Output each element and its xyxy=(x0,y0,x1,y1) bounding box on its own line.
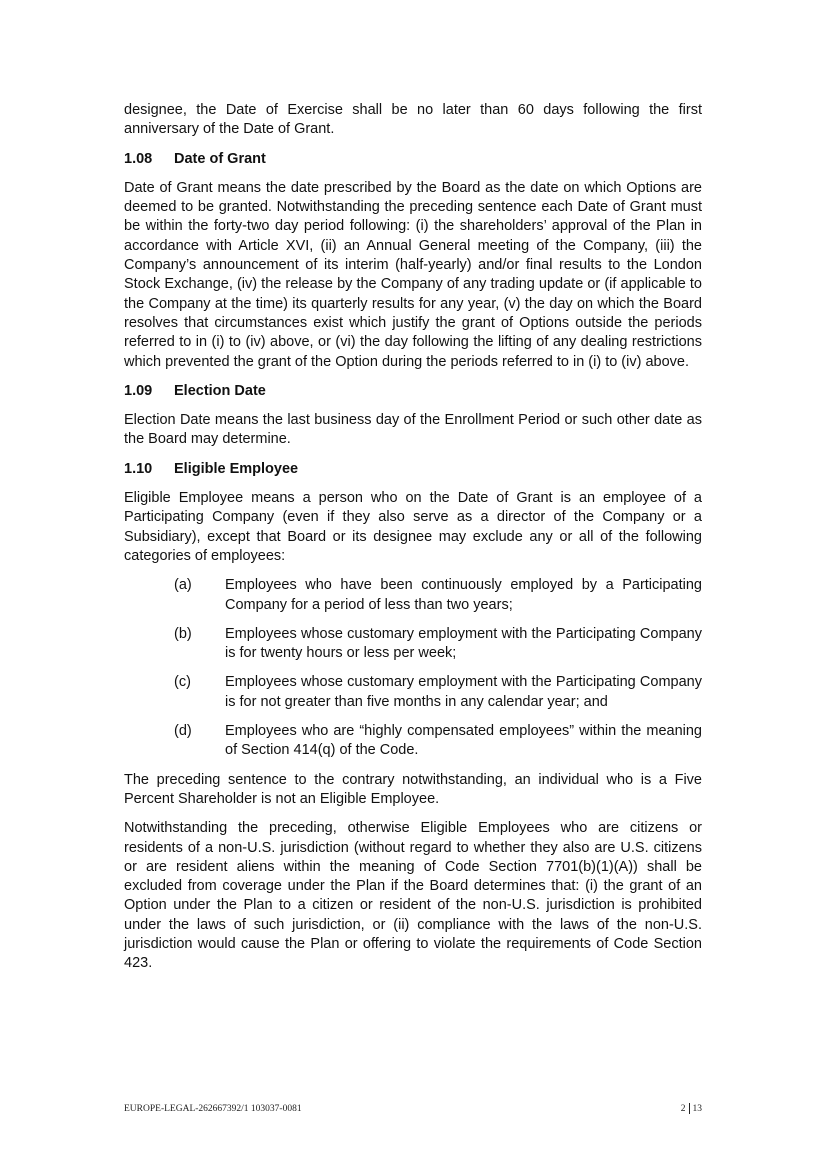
intro-paragraph: designee, the Date of Exercise shall be no later than 60 days following the first anniversary of the Date of Grant. xyxy=(124,102,702,138)
document-reference: EUROPE-LEGAL-262667392/1 103037-0081 xyxy=(124,1103,302,1114)
list-item xyxy=(174,576,702,615)
document-body xyxy=(124,101,702,974)
section-number: 1.10 xyxy=(124,460,153,477)
section-paragraph-election-date: Election Date means the last business day of the Enrollment Period or such other date as the Board may determine. xyxy=(124,412,702,448)
section-title: Election Date xyxy=(174,382,266,399)
section-paragraph-date-of-grant: Date of Grant means the date prescribed by the Board as the date on which Options are deemed to be granted. Notwithstanding the preceding sentence each Date of Grant must be within the forty-two day period following: (i) the shareholders’ approval of the Plan in accordance with Article XVI, (ii) an Annual General meeting of the Company, (iii) the Company’s announcement of its interim (half-yearly) and/or final results to the London Stock Exchange, (iv) the release by the Company of any trading update or (if applicable to the Company at the time) its quarterly results for any year, (v) the day on which the Board resolves that circumstances exist which justify the grant of Options outside the periods referred to in (i) to (iv) above, or (vi) the day following the lifting of any dealing restrictions which prevented the grant of the Option during the periods referred to in (i) to (iv) above. xyxy=(124,179,702,370)
section-heading-eligible-employee xyxy=(124,460,702,479)
list-item-label: (a) xyxy=(174,577,192,594)
page-current: 2 xyxy=(680,1103,686,1114)
closing-paragraph-five-percent: The preceding sentence to the contrary notwithstanding, an individual who is a Five Percent Shareholder is not an Eligible Employee. xyxy=(124,771,702,807)
page-number xyxy=(681,1103,702,1114)
list-item xyxy=(174,673,702,712)
section-number: 1.09 xyxy=(124,382,153,399)
list-item-text: Employees who have been continuously employed by a Participating Company for a period of less than two years; xyxy=(225,577,702,613)
list-item-label: (c) xyxy=(174,674,191,691)
page-footer xyxy=(124,1103,702,1114)
section-number: 1.08 xyxy=(124,150,153,167)
list-item xyxy=(174,722,702,761)
page-total: 13 xyxy=(692,1103,702,1114)
section-title: Date of Grant xyxy=(174,150,266,167)
exclusion-list xyxy=(124,576,702,760)
page-number-divider xyxy=(689,1103,690,1114)
section-paragraph-eligible-employee: Eligible Employee means a person who on the Date of Grant is an employee of a Participating Company (even if they also serve as a director of the Company or a Subsidiary), except that Board or its designee may exclude any or all of the following categories of employees: xyxy=(124,490,702,564)
list-item-label: (d) xyxy=(174,723,192,740)
section-title: Eligible Employee xyxy=(174,460,299,477)
list-item-text: Employees who are “highly compensated employees” within the meaning of Section 414(q) of the Code. xyxy=(225,723,702,759)
section-heading-date-of-grant xyxy=(124,150,702,169)
closing-paragraph-non-us: Notwithstanding the preceding, otherwise Eligible Employees who are citizens or residents of a non-U.S. jurisdiction (without regard to whether they also are U.S. citizens or are resident aliens within the meaning of Code Section 7701(b)(1)(A)) shall be excluded from coverage under the Plan if the Board determines that: (i) the grant of an Option under the Plan to a citizen or resident of the non-U.S. jurisdiction is prohibited under the laws of such jurisdiction, or (ii) compliance with the laws of the non-U.S. jurisdiction would cause the Plan or offering to violate the requirements of Code Section 423. xyxy=(124,820,702,972)
list-item xyxy=(174,625,702,664)
list-item-label: (b) xyxy=(174,625,192,642)
list-item-text: Employees whose customary employment with the Participating Company is for twenty hours or less per week; xyxy=(225,625,702,662)
section-heading-election-date xyxy=(124,382,702,401)
list-item-text: Employees whose customary employment with the Participating Company is for not greater than five months in any calendar year; and xyxy=(225,674,702,710)
